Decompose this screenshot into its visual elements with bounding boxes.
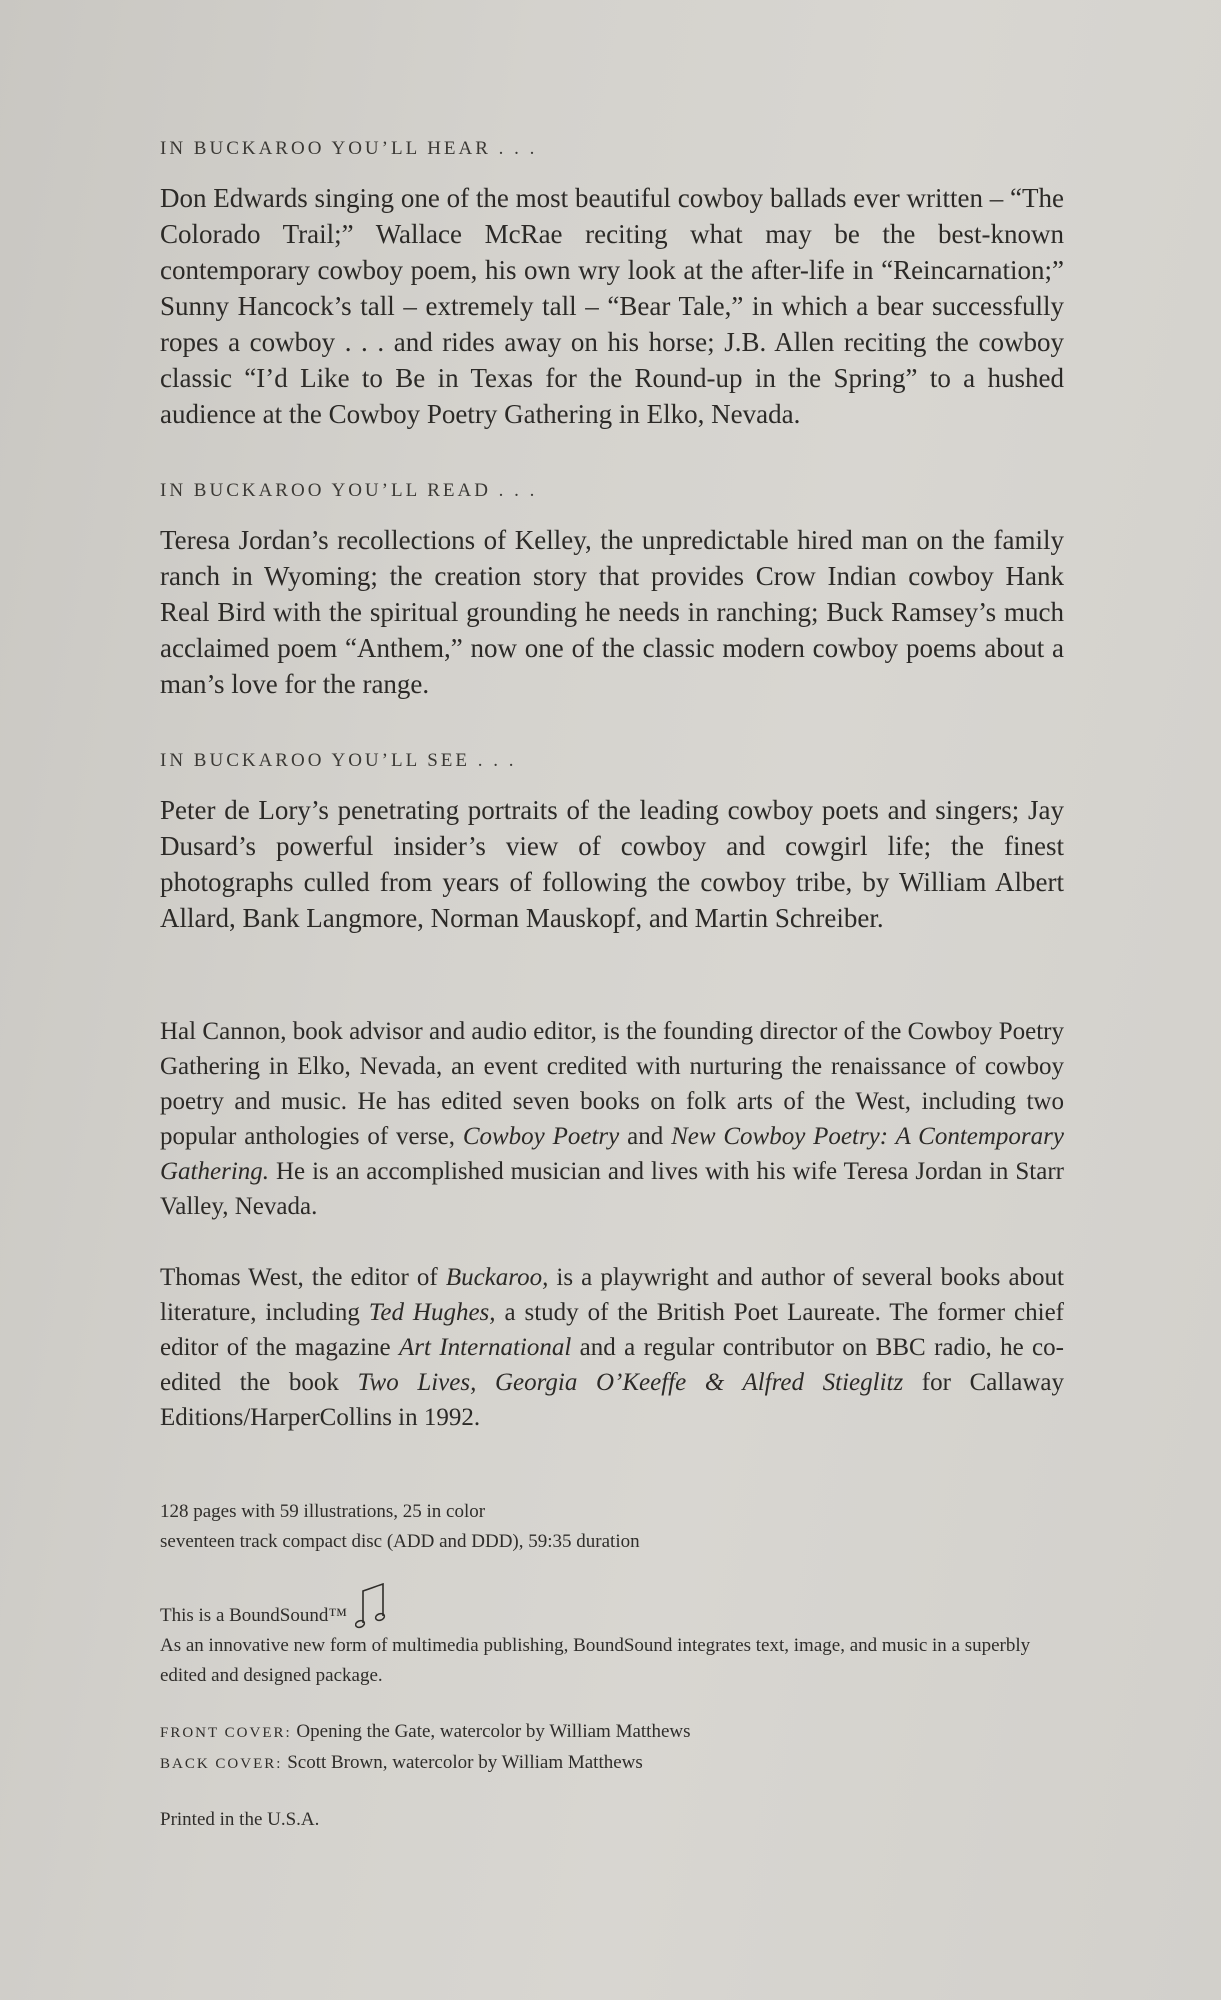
- front-cover-text: Opening the Gate, watercolor by William Matthews: [291, 1721, 691, 1742]
- book-title: Ted Hughes,: [368, 1299, 496, 1326]
- see-paragraph: Peter de Lory’s penetrating portraits of the leading cowboy poets and singers; Jay Dusard’s powerful insider’s view of cowboy and cowgirl life; the finest photographs culled from years of following the cowboy tribe, by William Albert Allard, Bank Langmore, Norman Mauskopf, and Martin Schreiber.: [160, 795, 1064, 933]
- hear-heading: IN BUCKAROO YOU’LL HEAR . . .: [160, 138, 538, 159]
- book-back-cover: [160, 130, 1064, 1835]
- boundsound-line: [160, 1583, 1064, 1631]
- read-heading: IN BUCKAROO YOU’LL READ . . .: [160, 480, 538, 501]
- book-title: Two Lives, Georgia O’Keeffe & Alfred Stieglitz: [357, 1369, 904, 1396]
- front-cover-credit: [160, 1717, 1064, 1748]
- boundsound-text: This is a BoundSound™: [160, 1605, 347, 1626]
- book-title: Cowboy Poetry: [462, 1123, 620, 1150]
- bio-text: for Callaway Editions/HarperCollins in 1992.: [160, 1369, 1064, 1431]
- read-paragraph: Teresa Jordan’s recollections of Kelley, the unpredictable hired man on the family ranch in Wyoming; the creation story that provides Crow Indian cowboy Hank Real Bird with the spiritual grounding he needs in ranching; Buck Ramsey’s much acclaimed poem “Anthem,” now one of the classic modern cowboy poems about a man’s love for the range.: [160, 525, 1064, 699]
- bio-text: a study of the British Poet Laureate. The former chief editor of the magazine: [160, 1299, 1064, 1361]
- music-note-icon: [355, 1583, 389, 1631]
- see-heading: IN BUCKAROO YOU’LL SEE . . .: [160, 750, 517, 771]
- hear-paragraph: Don Edwards singing one of the most beautiful cowboy ballads ever written – “The Colorado Trail;” Wallace McRae reciting what may be the best-known contemporary cowboy poem, his own wry look at the after-life in “Reincarnation;” Sunny Hancock’s tall – extremely tall – “Bear Tale,” in which a bear successfully ropes a cowboy . . . and rides away on his horse; J.B. Allen reciting the cowboy classic “I’d Like to Be in Texas for the Round-up in the Spring” to a hushed audience at the Cowboy Poetry Gathering in Elko, Nevada.: [160, 183, 1064, 429]
- disc-spec: seventeen track compact disc (ADD and DDD), 59:35 duration: [160, 1531, 640, 1552]
- bio-text: and: [619, 1123, 672, 1150]
- book-title: New Cowboy Poetry: A Contemporary Gathering.: [160, 1123, 1064, 1185]
- pages-spec: 128 pages with 59 illustrations, 25 in color: [160, 1501, 486, 1522]
- boundsound-description: As an innovative new form of multimedia publishing, BoundSound integrates text, image, and music in a superbly edited and designed package.: [160, 1635, 1031, 1686]
- bio-thomas-west: [160, 1260, 1064, 1435]
- bio-hal-cannon: [160, 1014, 1064, 1224]
- magazine-title: Art International: [399, 1334, 572, 1361]
- front-cover-label: FRONT COVER:: [160, 1725, 292, 1741]
- bio-text: is a playwright and author of several books about literature, including: [160, 1264, 1065, 1326]
- back-cover-label: BACK COVER:: [160, 1756, 283, 1772]
- printed-in: Printed in the U.S.A.: [160, 1809, 320, 1830]
- bio-text: He is an accomplished musician and lives with his wife Teresa Jordan in Starr Valley, Nevada.: [160, 1158, 1064, 1220]
- back-cover-credit: [160, 1748, 1064, 1779]
- back-cover-text: Scott Brown, watercolor by William Matthews: [282, 1752, 643, 1773]
- bio-text: Thomas West, the editor of: [160, 1264, 446, 1291]
- bio-text: Hal Cannon, book advisor and audio editor, is the founding director of the Cowboy Poetry Gathering in Elko, Nevada, an event credited with nurturing the renaissance of cowboy poetry and music. He has edited seven books on folk arts of the West, including two popular anthologies of verse,: [160, 1018, 1064, 1150]
- book-title: Buckaroo,: [445, 1264, 549, 1291]
- bio-text: and a regular contributor on BBC radio, he co-edited the book: [160, 1334, 1064, 1396]
